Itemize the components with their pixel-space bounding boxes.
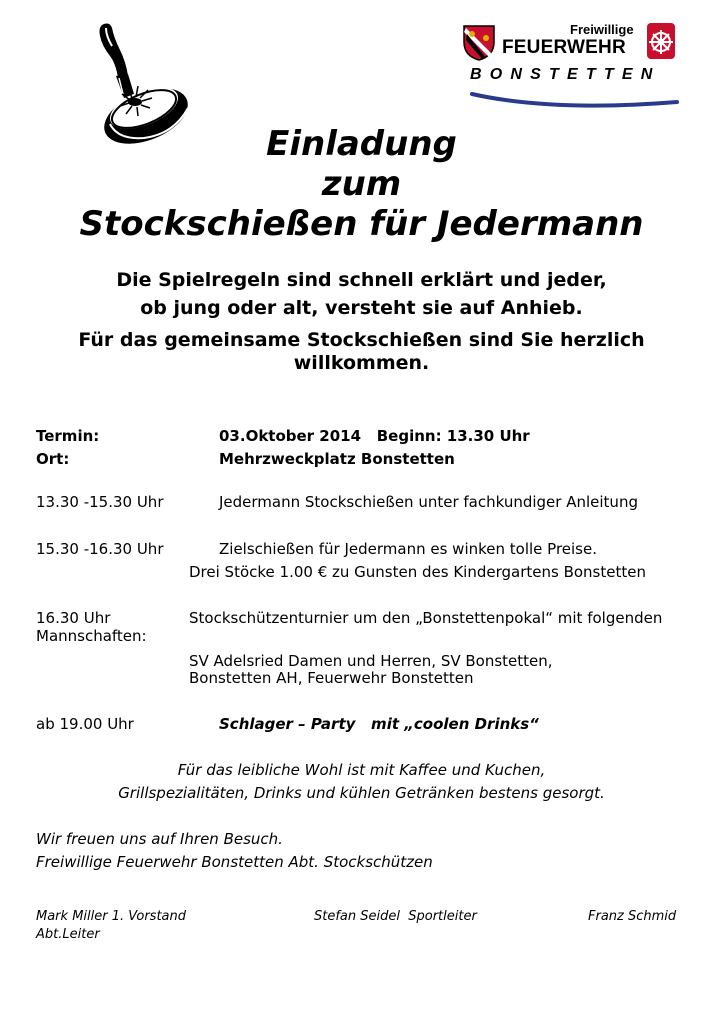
schedule-text-3: Stockschützenturnier um den „Bonstettenpokal“ mit folgenden [189, 609, 663, 627]
schedule-time-1: 13.30 -15.30 Uhr [36, 493, 164, 511]
ort-value: Mehrzweckplatz Bonstetten [219, 450, 455, 468]
schedule-text-3c: Bonstetten AH, Feuerwehr Bonstetten [189, 669, 474, 687]
intro-line-4: willkommen. [293, 352, 430, 374]
schedule-time-2: 15.30 -16.30 Uhr [36, 540, 164, 558]
ort-label: Ort: [36, 450, 70, 468]
closing-line-1: Wir freuen uns auf Ihren Besuch. [36, 830, 283, 848]
title-line-1: Einladung [266, 124, 457, 164]
logo-line-bonstetten: BONSTETTEN [470, 66, 661, 83]
coat-of-arms-icon [462, 24, 496, 62]
logo-line-freiwillige: Freiwillige [570, 22, 634, 37]
fire-helmet-emblem-icon [646, 22, 676, 60]
signature-1-role: Abt.Leiter [36, 927, 100, 942]
intro-line-3: Für das gemeinsame Stockschießen sind Sie herzlich [78, 329, 645, 351]
blue-swoosh [470, 88, 680, 110]
signature-2: Stefan Seidel Sportleiter [314, 909, 477, 924]
schedule-text-2b: Drei Stöcke 1.00 € zu Gunsten des Kindergartens Bonstetten [189, 563, 646, 581]
termin-value: 03.Oktober 2014 Beginn: 13.30 Uhr [219, 427, 530, 445]
catering-line-2: Grillspezialitäten, Drinks und kühlen Getränken bestens gesorgt. [118, 784, 605, 802]
schedule-time-3b: Mannschaften: [36, 627, 147, 645]
title-line-3: Stockschießen für Jedermann [79, 204, 644, 244]
signature-3: Franz Schmid [588, 909, 677, 924]
schedule-text-2: Zielschießen für Jedermann es winken tolle Preise. [219, 540, 597, 558]
termin-label: Termin: [36, 427, 100, 445]
logo-line-feuerwehr: FEUERWEHR [502, 37, 626, 58]
closing-line-2: Freiwillige Feuerwehr Bonstetten Abt. Stockschützen [36, 853, 433, 871]
intro-line-1: Die Spielregeln sind schnell erklärt und jeder, [116, 269, 607, 291]
signature-1: Mark Miller 1. Vorstand [36, 909, 187, 924]
schedule-time-4: ab 19.00 Uhr [36, 715, 134, 733]
schedule-time-3: 16.30 Uhr [36, 609, 111, 627]
intro-line-2: ob jung oder alt, versteht sie auf Anhieb. [140, 297, 583, 319]
title-line-2: zum [321, 164, 402, 204]
schedule-text-1: Jedermann Stockschießen unter fachkundiger Anleitung [219, 493, 638, 511]
catering-line-1: Für das leibliche Wohl ist mit Kaffee und Kuchen, [177, 761, 546, 779]
schedule-text-4: Schlager – Party mit „coolen Drinks“ [219, 715, 539, 733]
schedule-text-3b: SV Adelsried Damen und Herren, SV Bonstetten, [189, 652, 553, 670]
